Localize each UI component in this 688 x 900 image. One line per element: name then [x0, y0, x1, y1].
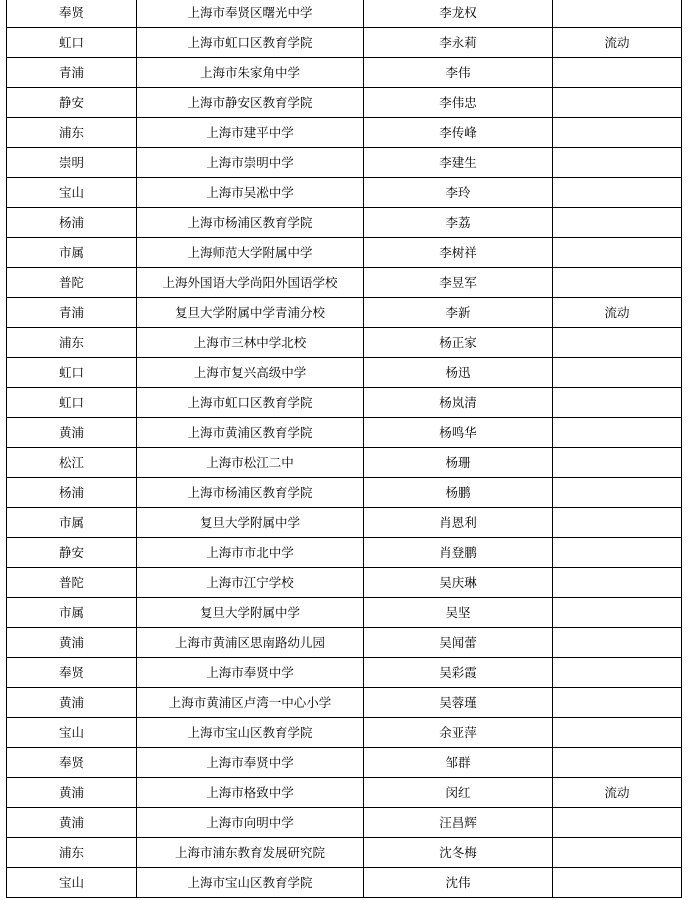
school-cell: 上海市奉贤中学: [137, 748, 364, 778]
district-cell: 虹口: [7, 358, 137, 388]
district-cell: 杨浦: [7, 478, 137, 508]
school-cell: 上海市格致中学: [137, 778, 364, 808]
district-cell: 黄浦: [7, 808, 137, 838]
school-cell: 复旦大学附属中学青浦分校: [137, 298, 364, 328]
name-cell: 李玲: [364, 178, 553, 208]
table-row: [7, 448, 682, 478]
school-cell: 上海市宝山区教育学院: [137, 868, 364, 898]
school-cell: 上海市静安区教育学院: [137, 88, 364, 118]
name-cell: 李新: [364, 298, 553, 328]
district-cell: 奉贤: [7, 658, 137, 688]
table-row: [7, 0, 682, 28]
note-cell: [553, 238, 682, 268]
name-cell: 杨珊: [364, 448, 553, 478]
name-cell: 肖登鹏: [364, 538, 553, 568]
district-cell: 市属: [7, 238, 137, 268]
table-row: [7, 358, 682, 388]
school-cell: 上海市黄浦区思南路幼儿园: [137, 628, 364, 658]
school-cell: 上海外国语大学尚阳外国语学校: [137, 268, 364, 298]
school-cell: 上海市虹口区教育学院: [137, 28, 364, 58]
note-cell: [553, 838, 682, 868]
table-row: [7, 688, 682, 718]
school-cell: 上海市奉贤区曙光中学: [137, 0, 364, 28]
name-cell: 吴庆琳: [364, 568, 553, 598]
name-cell: 李建生: [364, 148, 553, 178]
name-cell: 吴蓉瑾: [364, 688, 553, 718]
name-cell: 李树祥: [364, 238, 553, 268]
district-cell: 杨浦: [7, 208, 137, 238]
name-cell: 杨迅: [364, 358, 553, 388]
note-cell: [553, 508, 682, 538]
name-cell: 李传峰: [364, 118, 553, 148]
district-cell: 青浦: [7, 58, 137, 88]
district-cell: 静安: [7, 88, 137, 118]
name-cell: 吴坚: [364, 598, 553, 628]
name-cell: 李永莉: [364, 28, 553, 58]
name-cell: 吴彩霞: [364, 658, 553, 688]
note-cell: [553, 448, 682, 478]
district-cell: 浦东: [7, 118, 137, 148]
note-cell: [553, 328, 682, 358]
school-cell: 上海市朱家角中学: [137, 58, 364, 88]
note-cell: [553, 658, 682, 688]
school-cell: 上海市松江二中: [137, 448, 364, 478]
district-cell: 市属: [7, 598, 137, 628]
district-cell: 市属: [7, 508, 137, 538]
school-cell: 上海市建平中学: [137, 118, 364, 148]
school-cell: 上海市宝山区教育学院: [137, 718, 364, 748]
name-cell: 沈伟: [364, 868, 553, 898]
table-row: [7, 88, 682, 118]
district-cell: 虹口: [7, 388, 137, 418]
note-cell: [553, 568, 682, 598]
school-cell: 上海市复兴高级中学: [137, 358, 364, 388]
district-cell: 虹口: [7, 28, 137, 58]
name-cell: 闵红: [364, 778, 553, 808]
district-cell: 崇明: [7, 148, 137, 178]
name-cell: 杨鸣华: [364, 418, 553, 448]
school-cell: 上海市浦东教育发展研究院: [137, 838, 364, 868]
district-cell: 普陀: [7, 568, 137, 598]
table-row: [7, 238, 682, 268]
district-cell: 奉贤: [7, 748, 137, 778]
table-row: [7, 118, 682, 148]
district-cell: 黄浦: [7, 628, 137, 658]
name-cell: 李龙权: [364, 0, 553, 28]
table-row: [7, 658, 682, 688]
note-cell: [553, 88, 682, 118]
table-row: [7, 538, 682, 568]
table-row: [7, 868, 682, 898]
note-cell: [553, 208, 682, 238]
table-row: [7, 208, 682, 238]
district-cell: 普陀: [7, 268, 137, 298]
note-cell: [553, 478, 682, 508]
table-row: [7, 388, 682, 418]
table-row: [7, 778, 682, 808]
note-cell: [553, 358, 682, 388]
district-cell: 宝山: [7, 868, 137, 898]
district-cell: 宝山: [7, 718, 137, 748]
name-cell: 杨鹏: [364, 478, 553, 508]
note-cell: 流动: [553, 778, 682, 808]
note-cell: [553, 718, 682, 748]
note-cell: [553, 538, 682, 568]
table-row: [7, 748, 682, 778]
district-cell: 松江: [7, 448, 137, 478]
note-cell: 流动: [553, 28, 682, 58]
district-cell: 奉贤: [7, 0, 137, 28]
school-cell: 上海市吴凇中学: [137, 178, 364, 208]
note-cell: [553, 0, 682, 28]
note-cell: [553, 178, 682, 208]
school-cell: 上海市奉贤中学: [137, 658, 364, 688]
name-cell: 汪昌辉: [364, 808, 553, 838]
table-row: [7, 148, 682, 178]
school-cell: 复旦大学附属中学: [137, 598, 364, 628]
table-row: [7, 328, 682, 358]
name-cell: 沈冬梅: [364, 838, 553, 868]
name-cell: 李伟: [364, 58, 553, 88]
note-cell: [553, 628, 682, 658]
note-cell: [553, 598, 682, 628]
roster-table: [6, 0, 682, 898]
table-row: [7, 808, 682, 838]
note-cell: [553, 868, 682, 898]
district-cell: 黄浦: [7, 418, 137, 448]
school-cell: 复旦大学附属中学: [137, 508, 364, 538]
school-cell: 上海市市北中学: [137, 538, 364, 568]
name-cell: 李荔: [364, 208, 553, 238]
school-cell: 上海市崇明中学: [137, 148, 364, 178]
roster-table-body: [7, 0, 682, 898]
table-row: [7, 298, 682, 328]
table-row: [7, 718, 682, 748]
note-cell: [553, 418, 682, 448]
name-cell: 余亚萍: [364, 718, 553, 748]
note-cell: [553, 268, 682, 298]
note-cell: 流动: [553, 298, 682, 328]
district-cell: 宝山: [7, 178, 137, 208]
name-cell: 肖恩利: [364, 508, 553, 538]
name-cell: 李昱军: [364, 268, 553, 298]
district-cell: 浦东: [7, 838, 137, 868]
district-cell: 黄浦: [7, 688, 137, 718]
table-row: [7, 478, 682, 508]
school-cell: 上海市杨浦区教育学院: [137, 478, 364, 508]
school-cell: 上海市向明中学: [137, 808, 364, 838]
table-row: [7, 178, 682, 208]
school-cell: 上海市杨浦区教育学院: [137, 208, 364, 238]
name-cell: 李伟忠: [364, 88, 553, 118]
district-cell: 黄浦: [7, 778, 137, 808]
note-cell: [553, 388, 682, 418]
district-cell: 青浦: [7, 298, 137, 328]
name-cell: 邹群: [364, 748, 553, 778]
note-cell: [553, 748, 682, 778]
table-row: [7, 628, 682, 658]
name-cell: 吴闻蕾: [364, 628, 553, 658]
district-cell: 浦东: [7, 328, 137, 358]
name-cell: 杨正家: [364, 328, 553, 358]
table-row: [7, 268, 682, 298]
table-row: [7, 838, 682, 868]
school-cell: 上海师范大学附属中学: [137, 238, 364, 268]
school-cell: 上海市黄浦区教育学院: [137, 418, 364, 448]
table-row: [7, 28, 682, 58]
school-cell: 上海市三林中学北校: [137, 328, 364, 358]
note-cell: [553, 58, 682, 88]
school-cell: 上海市江宁学校: [137, 568, 364, 598]
table-row: [7, 418, 682, 448]
note-cell: [553, 118, 682, 148]
name-cell: 杨岚清: [364, 388, 553, 418]
school-cell: 上海市虹口区教育学院: [137, 388, 364, 418]
note-cell: [553, 688, 682, 718]
table-row: [7, 568, 682, 598]
note-cell: [553, 808, 682, 838]
table-row: [7, 598, 682, 628]
district-cell: 静安: [7, 538, 137, 568]
table-row: [7, 508, 682, 538]
note-cell: [553, 148, 682, 178]
school-cell: 上海市黄浦区卢湾一中心小学: [137, 688, 364, 718]
table-row: [7, 58, 682, 88]
